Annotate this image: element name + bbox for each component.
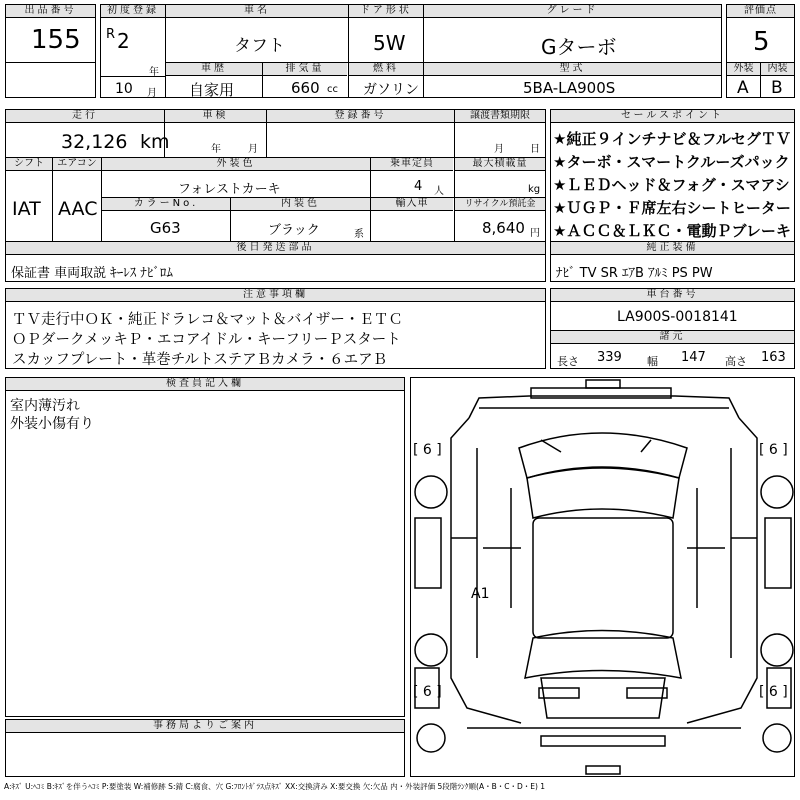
inspection-year-unit: 年 [211,144,221,155]
length-label: 長さ [557,355,579,368]
legend: A:ｷｽﾞ U:ﾍｺﾐ B:ｷｽﾞを伴うﾍｺﾐ P:要塗装 W:補修跡 S:錆 C:腐食、穴 G:ﾌﾛﾝﾄｶﾞﾗｽ点ｷｽﾞ XX:交換済み X:要交換 欠:欠品 内・外装評価 5段階ﾗﾝｸ順(A・B・C・D・E) 1 [4,782,546,791]
interior-label: 内装 [761,63,794,76]
inspector-note: 室内薄汚れ [10,398,80,414]
lot-number-label: 出品番号 [6,5,95,18]
year-unit: 年 [149,67,159,78]
ext-color-label: 外装色 [102,158,370,171]
displacement: 660 [291,79,320,97]
transfer-day-unit: 日 [530,144,540,155]
door-type: 5W [373,31,406,55]
factory-equipment: ﾅﾋﾞ TV SR ｴｱB ｱﾙﾐ PS PW [556,266,713,281]
transfer-deadline-label: 譲渡書類期限 [455,110,545,123]
later-parts-label: 後日発送部品 [6,242,545,255]
chassis-no-label: 車台番号 [551,289,794,302]
reg-no-label: 登録番号 [267,110,454,123]
factory-equip-label: 純正装備 [551,242,794,255]
chassis-number: LA900S-0018141 [617,309,738,325]
inspection-month-unit: 月 [248,144,258,155]
sales-point: ★ＵＧＰ・Ｆ席左右シートヒーター [553,199,791,217]
width-label: 幅 [647,355,658,368]
office-label: 事務局よりご案内 [6,720,404,733]
overall-score: 5 [753,27,770,57]
reg-year: 2 [117,29,130,53]
door-label: ドア形状 [349,5,423,18]
tire-mark-front-right: [ 6 ] [759,442,788,458]
color-no-label: カラーNo. [102,198,230,211]
recycle-unit: 円 [530,228,540,239]
sales-point: ★ターボ・スマートクルーズパック [553,153,790,171]
lot-number-box [5,4,96,98]
history-label: 車歴 [166,63,262,76]
lot-number: 155 [31,25,81,55]
int-color-label: 内装色 [231,198,370,211]
load-unit: kg [528,184,541,195]
mileage-unit: km [140,131,170,153]
tire-mark-front-left: [ 6 ] [413,442,442,458]
max-load-label: 最大積載量 [455,158,545,171]
note-line: ＴＶ走行中ＯＫ・純正ドラレコ＆マット＆バイザー・ＥＴＣ [12,312,403,328]
exterior-color: フォレストカーキ [178,182,281,197]
sales-point: ★ＬＥＤヘッド＆フォグ・スマアシ [553,176,790,194]
era: R [106,27,116,42]
vehicle-detail-box [5,109,546,282]
notes-label: 注意事項欄 [6,289,545,302]
tire-mark-rear-right: [ 6 ] [759,684,788,700]
car-name-label: 車名 [166,5,348,18]
width-value: 147 [681,350,706,365]
sales-points-label: セールスポイント [551,110,794,123]
length-value: 339 [597,350,622,365]
displacement-label: 排気量 [263,63,347,76]
sales-point: ★純正９インチナビ＆フルセグＴＶ [553,130,791,148]
damage-diagram-box [410,377,795,777]
damage-mark: A1 [471,586,490,602]
color-code: G63 [150,219,181,237]
capacity: 4 [414,179,423,194]
displacement-unit: cc [327,84,338,95]
height-label: 高さ [725,355,747,368]
note-line: スカッフプレート・革巻チルトステアＢカメラ・６エアＢ [12,352,388,368]
model-code: 5BA-LA900S [523,79,616,97]
reg-month: 10 [115,81,133,97]
exterior-label: 外装 [727,63,760,76]
car-diagram [411,378,794,776]
recycle-label: リサイクル預託金 [455,198,545,211]
month-unit: 月 [147,88,157,99]
car-name: タフト [234,36,285,56]
int-color-unit: 系 [354,229,364,240]
specs-label: 諸元 [551,331,794,344]
inspector-box [5,377,405,717]
grade-label: グレード [424,5,721,18]
sales-points-box [550,109,795,282]
ac-label: エアコン [53,158,101,171]
inspector-label: 検査員記入欄 [6,378,404,391]
inspection-label: 車検 [165,110,266,123]
sales-point: ★ＡＣＣ＆ＬＫＣ・電動Ｐブレーキ [553,222,791,240]
import-car-label: 輸入車 [371,198,453,211]
chassis-box [550,288,795,369]
grade: Gターボ [541,35,617,59]
score-box [726,4,795,98]
header-info-box [100,4,722,98]
height-value: 163 [761,350,786,365]
score-label: 評価点 [727,5,794,18]
tire-mark-rear-left: [ 6 ] [413,684,442,700]
recycle-fee: 8,640 [482,219,525,237]
model-code-label: 型式 [424,63,721,76]
first-reg-label: 初度登録 [101,5,165,18]
exterior-grade: A [737,78,749,98]
fuel: ガソリン [363,82,419,98]
capacity-unit: 人 [434,186,444,197]
note-line: ＯＰダークメッキＰ・エコアイドル・キーフリーＰスタート [12,332,401,348]
transfer-month-unit: 月 [494,144,504,155]
shift-label: シフト [6,158,52,171]
capacity-label: 乗車定員 [371,158,453,171]
car-history: 自家用 [189,81,235,99]
office-box [5,719,405,777]
later-parts: 保証書 車両取説 ｷｰﾚｽ ﾅﾋﾞﾛﾑ [11,266,173,281]
mileage: 32,126 [61,131,128,153]
shift-type: IAT [12,198,41,220]
inspector-note: 外装小傷有り [10,416,94,432]
interior-grade: B [771,78,783,98]
notes-box [5,288,546,369]
mileage-label: 走行 [6,110,164,123]
interior-color: ブラック [268,223,320,238]
fuel-label: 燃料 [349,63,423,76]
ac-type: AAC [58,198,98,220]
